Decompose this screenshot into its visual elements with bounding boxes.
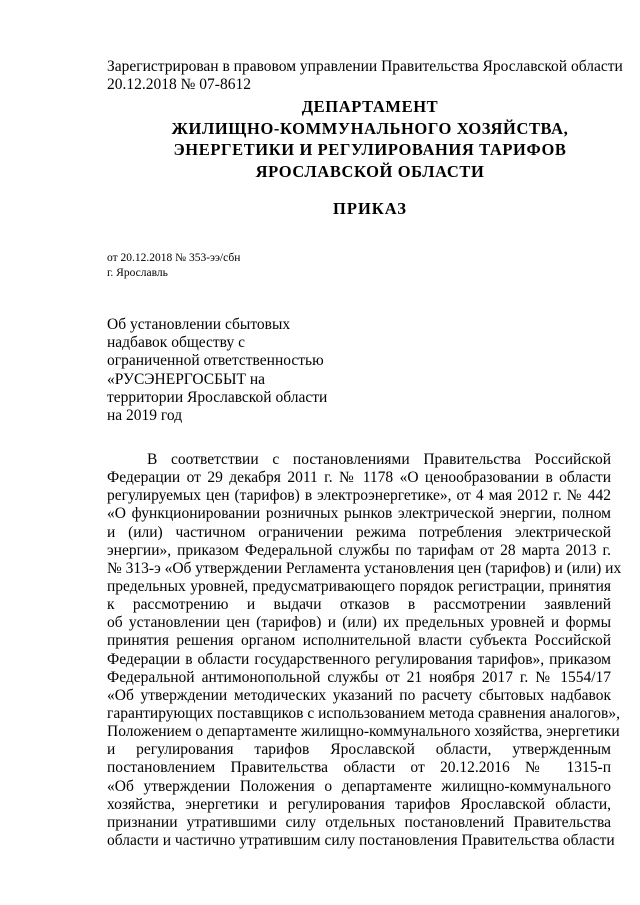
body-paragraph: [107, 451, 622, 850]
body-line: и (или) частичном ограничении режима потребления электрической: [107, 523, 611, 541]
body-line: энергии», приказом Федеральной службы по тарифам от 28 марта 2013 г.: [107, 541, 611, 559]
body-line: гарантирующих поставщиков с использованием метода сравнения аналогов»,: [107, 704, 620, 722]
body-line: Федеральной антимонопольной службы от 21 ноября 2017 г. № 1554/17: [107, 668, 611, 686]
body-line: области и частично утратившим силу постановления Правительства области: [107, 831, 615, 849]
subject-line: надбавок обществу с: [107, 334, 245, 352]
subject-line: «РУСЭНЕРГОСБЫТ на: [107, 370, 266, 388]
registration-line-2: 20.12.2018 № 07-8612: [107, 76, 251, 93]
body-line: принятия решения органом исполнительной власти субъекта Российской: [107, 632, 611, 650]
body-line: Федерации в области государственного регулирования тарифов», приказом: [107, 650, 611, 668]
body-line: «Об утверждении Положения о департаменте жилищно-коммунального: [107, 777, 611, 795]
city: г. Ярославль: [107, 267, 168, 279]
order-subject: [107, 316, 367, 425]
department-header: [60, 96, 640, 182]
body-line: В соответствии с постановлениями Правительства Российской: [147, 451, 611, 468]
body-line: и регулирования тарифов Ярославской области, утвержденным: [107, 741, 611, 759]
body-line: Федерации от 29 декабря 2011 г. № 1178 «О ценообразовании в области: [107, 469, 611, 487]
department-line-3: ЭНЕРГЕТИКИ И РЕГУЛИРОВАНИЯ ТАРИФОВ: [173, 140, 567, 159]
subject-line: территории Ярославской области: [107, 388, 328, 406]
registration-stamp: [107, 58, 627, 94]
body-line: к рассмотрению и выдачи отказов в рассмотрении заявлений: [107, 596, 611, 614]
body-line: Положением о департаменте жилищно-коммунального хозяйства, энергетики: [107, 723, 620, 741]
document-type-title: ПРИКАЗ: [333, 199, 407, 218]
registration-line-1: Зарегистрирован в правовом управлении Правительства Ярославской области: [107, 58, 623, 75]
subject-line: ограниченной ответственностью: [107, 352, 324, 370]
department-line-2: ЖИЛИЩНО-КОММУНАЛЬНОГО ХОЗЯЙСТВА,: [171, 118, 569, 138]
body-line: признании утратившими силу отдельных постановлений Правительства: [107, 813, 611, 831]
body-line: «О функционировании розничных рынков электрической энергии, полном: [107, 505, 611, 523]
body-line: постановлением Правительства области от 20.12.2016 № 1315-п: [107, 759, 611, 777]
subject-line: Об установлении сбытовых: [107, 316, 291, 333]
body-line: об установлении цен (тарифов) и (или) их предельных уровней и формы: [107, 614, 611, 632]
department-line-1: ДЕПАРТАМЕНТ: [301, 97, 439, 116]
body-line: предельных уровней, предусматривающего порядок регистрации, принятия: [107, 577, 611, 595]
body-line: № 313-э «Об утверждении Регламента установления цен (тарифов) и (или) их: [107, 559, 622, 577]
department-line-4: ЯРОСЛАВСКОЙ ОБЛАСТИ: [255, 161, 485, 181]
document-meta: [107, 251, 240, 281]
date-number: от 20.12.2018 № 353-ээ/сбн: [107, 252, 241, 264]
body-line: «Об утверждении методических указаний по расчету сбытовых надбавок: [107, 686, 611, 704]
subject-line: на 2019 год: [107, 407, 183, 425]
body-line: хозяйства, энергетики и регулирования тарифов Ярославской области,: [107, 795, 611, 813]
body-line: регулируемых цен (тарифов) в электроэнергетике», от 4 мая 2012 г. № 442: [107, 487, 611, 505]
